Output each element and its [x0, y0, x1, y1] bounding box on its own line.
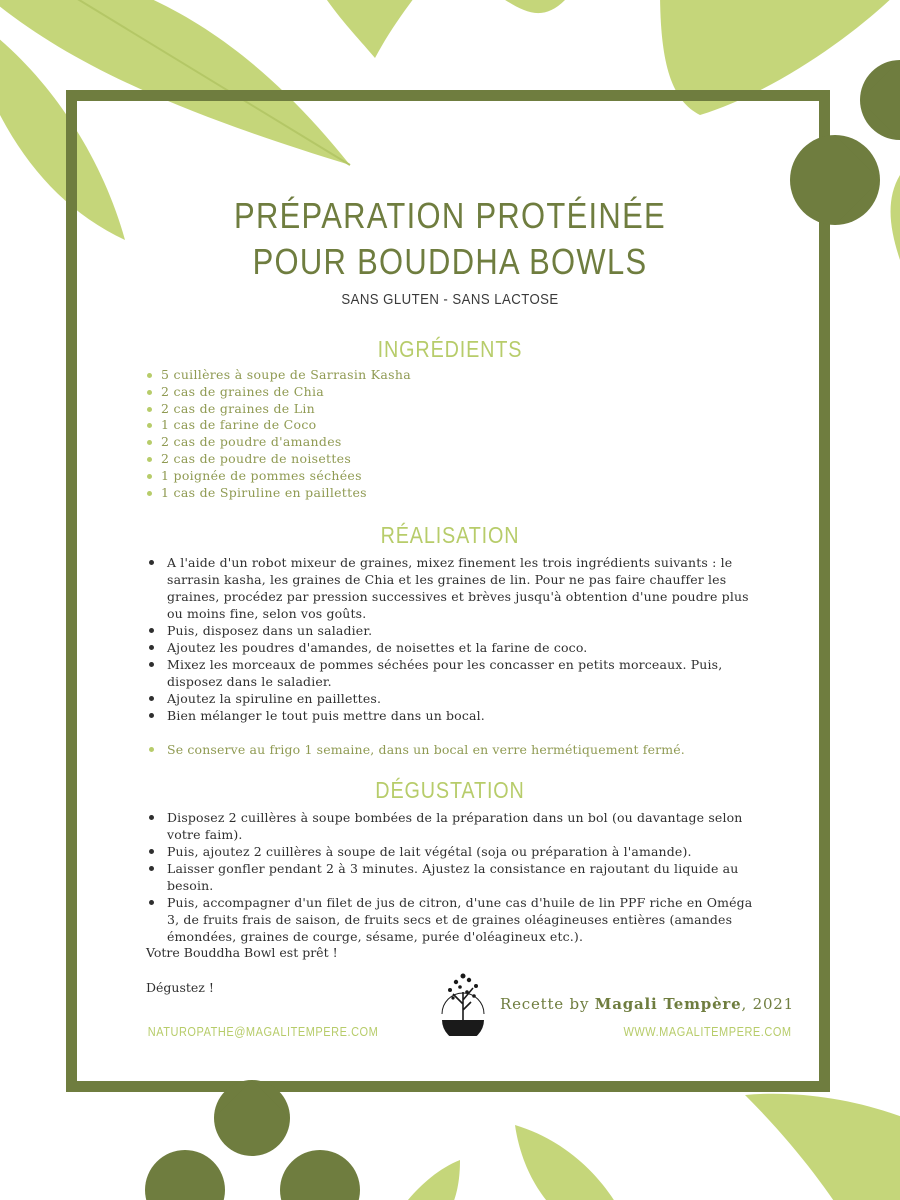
list-item: Bien mélanger le tout puis mettre dans un bocal. — [146, 707, 756, 724]
leaf-bottom-center — [515, 1125, 620, 1200]
list-item: Puis, disposez dans un saladier. — [146, 622, 756, 639]
list-item: 1 cas de farine de Coco — [146, 417, 706, 434]
website-link[interactable]: WWW.MAGALITEMPERE.COM — [623, 1025, 792, 1039]
list-item: 5 cuillères à soupe de Sarrasin Kasha — [146, 367, 706, 384]
list-item: 1 cas de Spiruline en paillettes — [146, 485, 706, 502]
realisation-heading: RÉALISATION — [380, 522, 520, 548]
leaf-bottom-right — [745, 1094, 900, 1200]
list-item: Ajoutez la spiruline en paillettes. — [146, 690, 756, 707]
list-item: 2 cas de poudre d'amandes — [146, 434, 706, 451]
list-item: Ajoutez les poudres d'amandes, de noisettes et la farine de coco. — [146, 639, 756, 656]
title-line-1: PRÉPARATION PROTÉINÉE — [234, 195, 666, 236]
subtitle: SANS GLUTEN - SANS LACTOSE — [341, 291, 559, 308]
list-item: Puis, ajoutez 2 cuillères à soupe de lait végétal (soja ou préparation à l'amande). — [146, 843, 756, 860]
degustation-steps — [146, 809, 756, 945]
title-line-2: POUR BOUDDHA BOWLS — [252, 241, 648, 282]
list-item: Disposez 2 cuillères à soupe bombées de la préparation dans un bol (ou davantage selon votre faim). — [146, 809, 756, 843]
email-link[interactable]: NATUROPATHE@MAGALITEMPERE.COM — [147, 1025, 379, 1039]
list-item: 1 poignée de pommes séchées — [146, 468, 706, 485]
ingredients-heading: INGRÉDIENTS — [377, 336, 523, 362]
realisation-steps — [146, 554, 756, 724]
ingredients-list — [146, 367, 706, 501]
page-title — [209, 193, 691, 285]
leaf-top-center — [320, 0, 420, 58]
credit-prefix: Recette by — [500, 995, 595, 1013]
list-item: 2 cas de graines de Chia — [146, 384, 706, 401]
list-item: Puis, accompagner d'un filet de jus de citron, d'une cas d'huile de lin PPF riche en Oméga 3, de fruits frais de saison, de fruits secs et de graines oléagineuses entières (amandes émondées, graines de courge, sésame, purée d'oléagineux etc.). — [146, 894, 756, 945]
list-item: 2 cas de poudre de noisettes — [146, 451, 706, 468]
credit-author: Magali Tempère — [594, 995, 742, 1013]
credit-suffix: , 2021 — [741, 995, 794, 1013]
recipe-credit — [500, 995, 794, 1013]
storage-note — [146, 741, 756, 758]
list-item: A l'aide d'un robot mixeur de graines, mixez finement les trois ingrédients suivants : le sarrasin kasha, les graines de Chia et les graines de lin. Pour ne pas faire chauffer les graines, procédez par pression successives et brèves jusqu'à obtention d'une poudre plus ou moins fine, selon vos goûts. — [146, 554, 756, 622]
degustation-heading: DÉGUSTATION — [375, 777, 525, 803]
list-item: Laisser gonfler pendant 2 à 3 minutes. Ajustez la consistance en rajoutant du liquide au besoin. — [146, 860, 756, 894]
ready-text: Votre Bouddha Bowl est prêt ! — [146, 945, 338, 960]
list-item: Se conserve au frigo 1 semaine, dans un bocal en verre hermétiquement fermé. — [146, 741, 756, 758]
list-item: 2 cas de graines de Lin — [146, 401, 706, 418]
list-item: Mixez les morceaux de pommes séchées pour les concasser en petits morceaux. Puis, disposez dans le saladier. — [146, 656, 756, 690]
leaf-top-right-small — [490, 0, 565, 13]
tree-logo-icon — [438, 970, 488, 1036]
enjoy-text: Dégustez ! — [146, 980, 214, 995]
